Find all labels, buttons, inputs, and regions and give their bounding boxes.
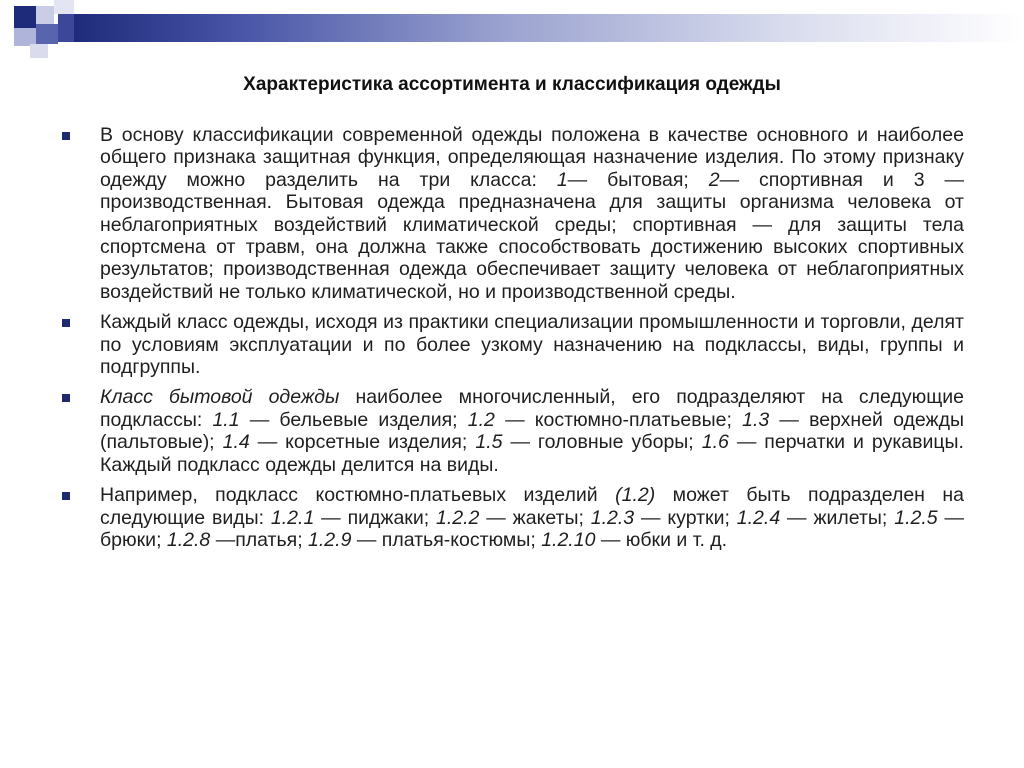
bullet-item [60,386,964,476]
bullet-text: 1.2.9 [308,528,352,551]
bullet-text: 1 [556,168,568,191]
bullet-text: —платья; [210,528,309,551]
bullet-item [60,124,964,303]
bullet-text: 1.5 [475,431,503,454]
bullet-text: 1.1 [212,408,240,431]
deco-square [58,14,74,42]
bullet-text: Класс бытовой одежды [100,386,340,409]
bullet-text: — жилеты; [780,506,895,529]
bullet-text: 1.2.8 [166,528,211,551]
deco-square [36,24,58,44]
bullet-text: наиболее многочисленный, его подразделяют на следующие подклассы: [100,386,964,431]
bullet-text: 1.2.5 [894,506,938,529]
bullet-text: 1.2 [467,408,495,431]
bullet-text: (1.2) [615,484,656,507]
bullet-list [60,124,964,559]
bullet-text: — костюмно-платьевые; [494,408,743,431]
bullet-text: — жакеты; [479,506,591,529]
bullet-text: — корсетные изделия; [249,431,476,454]
bullet-text: — куртки; [634,506,737,529]
bullet-text: может быть подразделен на следующие виды: [100,484,964,529]
bullet-text: — бытовая; [567,168,709,191]
gradient-bar [74,14,1024,42]
bullet-text: — брюки; [100,506,964,551]
bullet-text: — платья-костюмы; [351,528,542,551]
deco-square [14,6,36,28]
bullet-text: — перчатки и рукавицы. Каждый подкласс одежды делится на виды. [100,431,964,476]
bullet-text: — головные уборы; [502,431,702,454]
deco-square [36,6,54,24]
bullet-item [60,311,964,378]
bullet-text: — пиджаки; [314,506,437,529]
bullet-text: — верхней одежды (пальтовые); [100,408,964,454]
bullet-text: 1.3 [742,408,770,431]
bullet-text: 2 [708,168,720,191]
square-bullet-icon [62,319,70,327]
square-bullet-icon [62,394,70,402]
bullet-text: 1.6 [701,431,729,454]
bullet-text: 1.2.1 [270,506,315,529]
bullet-text: 1.2.10 [541,528,596,551]
bullet-text: — юбки и т. д. [595,528,728,551]
deco-square [54,0,74,14]
bullet-text: 1.4 [222,431,250,454]
bullet-text: В основу классификации современной одежды положена в качестве основного и наиболее общего признака защитная функция, определяющая назначение изделия. По этому признаку одежду можно разделить на три класса: [100,124,964,191]
bullet-text: 1.2.3 [590,506,635,529]
header-decoration [0,0,1024,60]
bullet-text: 1.2.2 [436,506,480,529]
bullet-text: — спортивная и 3 — производственная. Бытовая одежда предназначена для защиты организма человека от неблагоприятных воздействий климатической среды; спортивная — для защиты тела спортсмена от травм, она должна также способствовать достижению высоких спортивных результатов; производственная одежда обеспечивает защиту человека от неблагоприятных воздействий не только климатической, но и производственной среды. [100,168,964,303]
bullet-text: Например, подкласс костюмно-платьевых изделий [100,484,616,507]
bullet-text: — бельевые изделия; [239,408,468,431]
square-bullet-icon [62,492,70,500]
deco-square [30,44,48,58]
slide-title: Характеристика ассортимента и классификация одежды [243,74,781,95]
bullet-text: 1.2.4 [736,506,781,529]
bullet-text: Каждый класс одежды, исходя из практики специализации промышленности и торговли, делят по условиям эксплуатации и по более узкому назначению на подклассы, виды, группы и подгруппы. [100,311,964,379]
square-bullet-icon [62,132,70,140]
bullet-item [60,484,964,551]
